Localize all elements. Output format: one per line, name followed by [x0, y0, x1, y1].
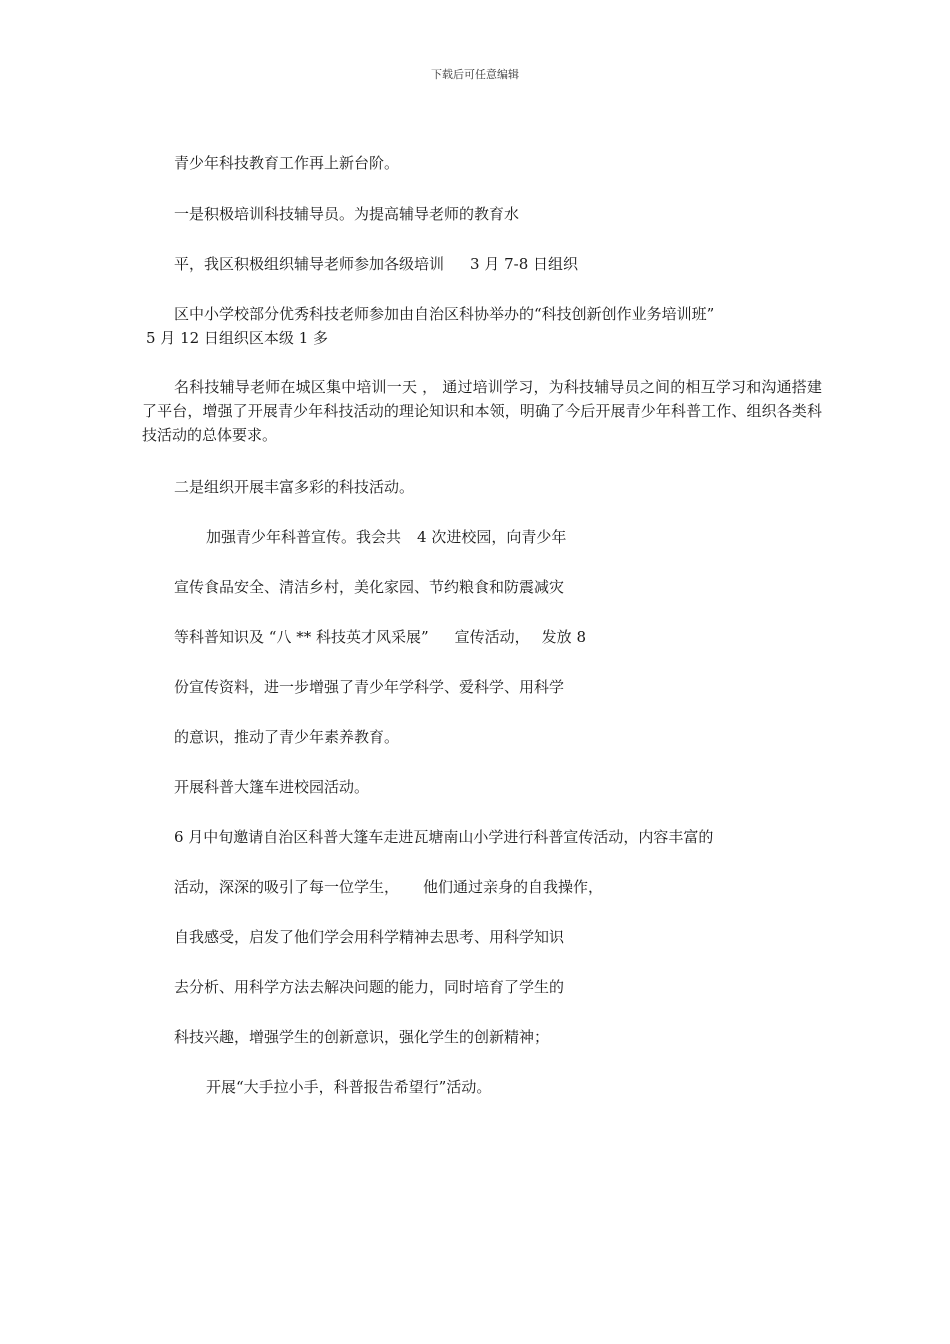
text-line-9-part-2: 宣传活动， [454, 628, 530, 646]
text-line-15: 自我感受，启发了他们学会用科学精神去思考、用科学知识 [174, 928, 565, 946]
text-line-6: 二是组织开展丰富多彩的科技活动。 [174, 478, 415, 496]
page-header-note: 下载后可任意编辑 [431, 68, 519, 81]
text-line-11: 的意识，推动了青少年素养教育。 [174, 728, 400, 746]
text-line-7-part-1: 加强青少年科普宣传。我会共 [206, 528, 402, 546]
text-line-14 [174, 876, 603, 897]
text-line-2: 一是积极培训科技辅导员。为提高辅导老师的教育水 [174, 205, 520, 223]
text-line-9-part-1: 等科普知识及 “八 ** 科技英才风采展” [174, 628, 429, 646]
text-line-10: 份宣传资料，进一步增强了青少年学科学、爱科学、用科学 [174, 678, 565, 696]
text-line-17: 科技兴趣，增强学生的创新意识，强化学生的创新精神； [174, 1028, 550, 1046]
text-line-13: 6 月中旬邀请自治区科普大篷车走进瓦塘南山小学进行科普宣传活动，内容丰富的 [174, 828, 714, 846]
text-line-12: 开展科普大篷车进校园活动。 [174, 778, 370, 796]
text-line-3 [174, 253, 578, 274]
text-line-4: 区中小学校部分优秀科技老师参加由自治区科协举办的“科技创新创作业务培训班” [174, 305, 715, 323]
paragraph-training: 名科技辅导老师在城区集中培训一天 ， 通过培训学习，为科技辅导员之间的相互学习和沟通搭建了平台，增强了开展青少年科技活动的理论知识和本领，明确了今后开展青少年科普工作、组织各类科技活动的总体要求。 [142, 378, 822, 444]
text-line-14-part-2: 他们通过亲身的自我操作， [423, 878, 604, 896]
text-line-9-part-3: 发放 8 [541, 628, 586, 646]
text-line-7 [206, 526, 566, 547]
text-line-3-part-2: 3 月 7-8 日组织 [470, 255, 579, 273]
text-line-1: 青少年科技教育工作再上新台阶。 [174, 154, 400, 172]
text-line-18: 开展“大手拉小手，科普报告希望行”活动。 [206, 1078, 492, 1096]
text-line-9 [174, 626, 586, 647]
text-line-14-part-1: 活动，深深的吸引了每一位学生， [174, 878, 400, 896]
text-line-7-part-2: 4 次进校园，向青少年 [417, 528, 567, 546]
text-line-8: 宣传食品安全、清洁乡村，美化家园、节约粮食和防震减灾 [174, 578, 565, 596]
text-line-3-part-1: 平，我区积极组织辅导老师参加各级培训 [174, 255, 445, 273]
text-line-4-continued: 5 月 12 日组织区本级 1 多 [146, 329, 329, 347]
text-line-16: 去分析、用科学方法去解决问题的能力，同时培育了学生的 [174, 978, 565, 996]
